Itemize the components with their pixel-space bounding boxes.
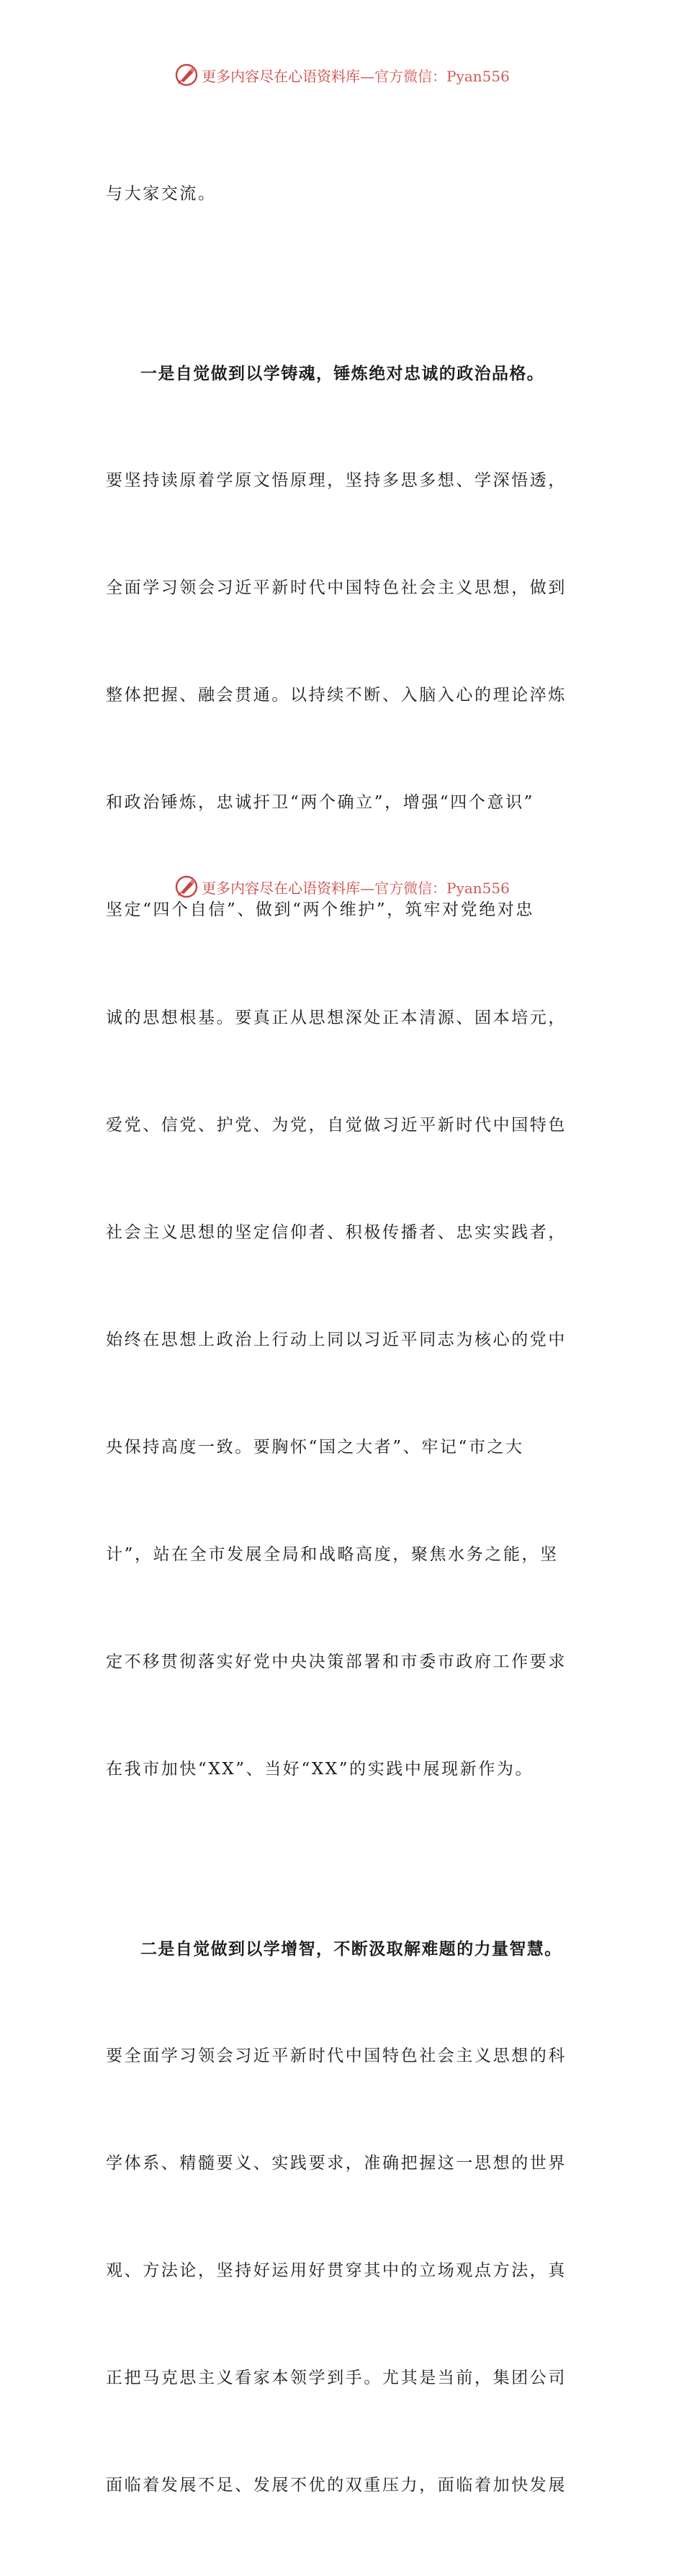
text-line: 计”，站在全市发展全局和战略高度，聚焦水务之能，坚 — [106, 1545, 559, 1565]
footer-banner — [0, 872, 684, 901]
banner-wechat-text: 官方微信：Pyan556 — [374, 879, 510, 897]
banner-text — [202, 65, 510, 86]
pen-nib-icon — [174, 875, 199, 899]
banner-text — [202, 877, 510, 898]
text-line: 诚的思想根基。要真正从思想深处正本清源、固本培元， — [106, 1008, 567, 1027]
header-banner — [0, 61, 684, 89]
text-line: 始终在思想上政治上行动上同以习近平同志为核心的党中 — [106, 1330, 567, 1349]
section-heading-1: 一是自觉做到以学铸魂，锤炼绝对忠诚的政治品格。 — [140, 363, 545, 383]
text-line: 定不移贯彻落实好党中央决策部署和市委市政府工作要求 — [106, 1653, 567, 1672]
text-line: 整体把握、融会贯通。以持续不断、入脑入心的理论淬炼 — [106, 686, 567, 705]
text-line: 社会主义思想的坚定信仰者、积极传播者、忠实实践者， — [106, 1222, 567, 1242]
text-line: 学体系、精髓要义、实践要求，准确把握这一思想的世界 — [106, 2154, 567, 2173]
text-line: 在我市加快“XX”、当好“XX”的实践中展现新作为。 — [106, 1760, 534, 1779]
paragraph-section-2 — [106, 1859, 588, 2575]
text-line: 要坚持读原着学原文悟原理，坚持多思多想、学深悟透， — [106, 471, 567, 491]
paragraph-section-1 — [106, 285, 588, 1860]
document-body — [106, 105, 588, 2576]
pen-nib-icon — [174, 63, 199, 87]
text-line: 面临着发展不足、发展不优的双重压力，面临着加快发展 — [106, 2476, 567, 2495]
text-line: 要全面学习领会习近平新时代中国特色社会主义思想的科 — [106, 2046, 567, 2065]
banner-main-text: 更多内容尽在心语资料库— — [202, 879, 375, 897]
text-line: 观、方法论，坚持好运用好贯穿其中的立场观点方法，真 — [106, 2261, 567, 2281]
section-heading-2: 二是自觉做到以学增智，不断汲取解难题的力量智慧。 — [140, 1938, 562, 1959]
banner-wechat-text: 官方微信：Pyan556 — [374, 67, 510, 85]
text-line: 坚定“四个自信”、做到“两个维护”，筑牢对党绝对忠 — [106, 900, 535, 920]
text-line: 央保持高度一致。要胸怀“国之大者”、牢记“市之大 — [106, 1438, 524, 1457]
paragraph-intro — [106, 105, 588, 285]
text-line: 全面学习领会习近平新时代中国特色社会主义思想，做到 — [106, 578, 567, 598]
text-line: 爱党、信党、护党、为党，自觉做习近平新时代中国特色 — [106, 1115, 567, 1135]
banner-main-text: 更多内容尽在心语资料库— — [202, 67, 375, 85]
text-line: 和政治锤炼，忠诚扞卫“两个确立”，增强“四个意识” — [106, 793, 535, 813]
text-line: 正把马克思主义看家本领学到手。尤其是当前，集团公司 — [106, 2369, 567, 2388]
text-line: 与大家交流。 — [106, 184, 217, 204]
